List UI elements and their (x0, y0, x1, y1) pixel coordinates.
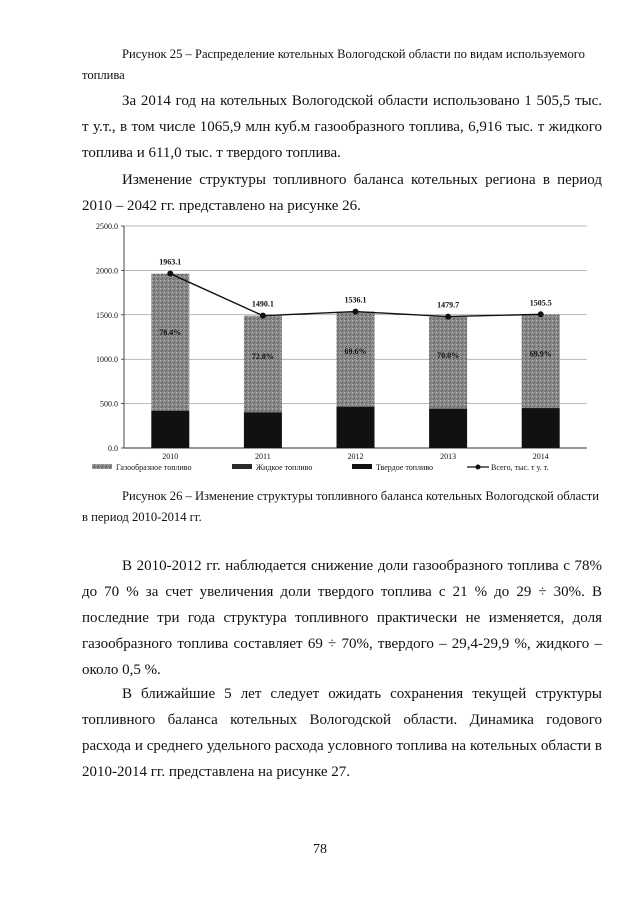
total-point (445, 314, 451, 320)
bar-segment (522, 314, 560, 408)
legend-swatch-marker (476, 465, 481, 470)
gas-share-label: 69.9% (529, 349, 552, 359)
legend-label: Твердое топливо (376, 463, 434, 472)
bar-segment (151, 274, 189, 411)
total-point (167, 271, 173, 277)
bar-segment (522, 408, 560, 448)
figure-25-caption: Рисунок 25 – Распределение котельных Вологодской области по видам используемого топлива (82, 47, 585, 82)
gas-share-label: 69.6% (344, 347, 367, 357)
x-tick-label: 2013 (440, 452, 457, 461)
gas-share-label: 78.4% (159, 328, 182, 338)
x-tick-label: 2011 (255, 452, 271, 461)
paragraph-figure-26-intro: Изменение структуры топливного баланса котельных региона в период 2010 – 2042 гг. представлено на рисунке 26. (82, 172, 602, 214)
total-value-label: 1536.1 (344, 295, 367, 305)
bar-segment (244, 316, 282, 412)
total-point (353, 309, 359, 315)
legend-swatch (352, 464, 372, 469)
paragraph-structure-change: В 2010-2012 гг. наблюдается снижение доли газообразного топлива с 78% до 70 % за счет увеличения доли твердого топлива с 21 % до 29 ÷ 30%. В последние три года структура топливного практически не изменяется, доля газообразного топлива составляет 69 ÷ 70%, твердого – 29,4-29,9 %, жидкого – около 0,5 %. (82, 558, 602, 678)
paragraph-fuel-usage-2014: За 2014 год на котельных Вологодской области использовано 1 505,5 тыс. т у.т., в том числе 1065,9 млн куб.м газообразного топлива, 6,916 тыс. т жидкого топлива и 611,0 тыс. т твердого топлива. (82, 93, 602, 161)
chart-legend (92, 463, 549, 472)
bar-segment (522, 408, 560, 409)
x-tick-label: 2012 (347, 452, 364, 461)
page-number: 78 (313, 842, 327, 857)
legend-label: Жидкое топливо (256, 463, 313, 472)
paragraph-forecast: В ближайшие 5 лет следует ожидать сохранения текущей структуры топливного баланса котельных Вологодской области. Динамика годового расхода и среднего удельного расхода условного топлива на котельных области в 2010-2014 гг. представлена на рисунке 27. (82, 686, 602, 780)
legend-swatch (92, 464, 112, 469)
y-tick-label: 2500.0 (96, 222, 118, 231)
gas-share-label: 72.8% (251, 352, 274, 362)
legend-swatch (232, 464, 252, 469)
y-tick-label: 500.0 (100, 399, 118, 409)
y-tick-label: 1500.0 (96, 310, 118, 320)
figure-26-caption: Рисунок 26 – Изменение структуры топливного баланса котельных Вологодской области в период 2010-2014 гг. (82, 489, 600, 524)
y-tick-label: 1000.0 (96, 355, 118, 365)
total-value-label: 1479.7 (437, 300, 460, 310)
fuel-balance-chart (82, 218, 602, 480)
y-tick-label: 0.0 (108, 444, 118, 453)
x-tick-label: 2014 (532, 452, 549, 461)
bar-segment (244, 412, 282, 413)
total-point (260, 313, 266, 319)
bar-segment (429, 409, 467, 448)
bar-segment (337, 312, 375, 407)
bar-segment (337, 407, 375, 448)
bar-segment (429, 317, 467, 409)
legend-label: Всего, тыс. т у. т. (491, 463, 549, 472)
legend-label: Газообразное топливо (116, 463, 192, 472)
total-value-label: 1963.1 (159, 257, 182, 267)
y-tick-label: 2000.0 (96, 266, 118, 276)
bar-segment (151, 411, 189, 448)
bar-segment (337, 406, 375, 407)
total-point (538, 311, 544, 317)
x-tick-label: 2010 (162, 452, 179, 461)
bar-segment (244, 413, 282, 448)
bar-segment (429, 408, 467, 409)
total-value-label: 1490.1 (251, 299, 274, 309)
total-value-label: 1505.5 (529, 298, 552, 308)
gas-share-label: 70.0% (437, 350, 460, 360)
